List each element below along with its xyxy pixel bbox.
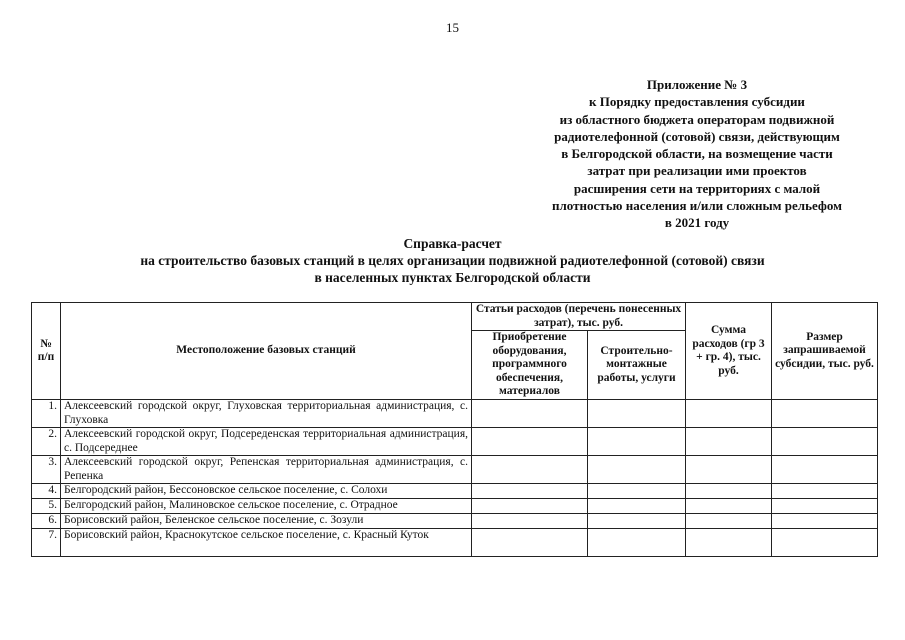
cell-subsidy (772, 456, 878, 484)
row-number: 6. (32, 514, 61, 529)
row-location: Алексеевский городской округ, Репенская территориальная администрация, с. Репенка (61, 456, 472, 484)
title-line-3: в населенных пунктах Белгородской области (314, 270, 591, 285)
cell-equipment (472, 529, 588, 557)
title-line-2: на строительство базовых станций в целях организации подвижной радиотелефонной (сотовой) связи (140, 253, 765, 268)
header-total: Сумма расходов (гр 3 + гр. 4), тыс. руб. (686, 303, 772, 400)
cell-subsidy (772, 400, 878, 428)
header-location: Местоположение базовых станций (61, 303, 472, 400)
cell-total (686, 499, 772, 514)
row-number: 7. (32, 529, 61, 557)
cell-construction (588, 499, 686, 514)
row-location: Белгородский район, Малиновское сельское поселение, с. Отрадное (61, 499, 472, 514)
cell-subsidy (772, 529, 878, 557)
calculation-table (31, 302, 878, 557)
appendix-line: в 2021 году (664, 215, 730, 231)
row-number: 3. (32, 456, 61, 484)
table-row (32, 484, 878, 499)
appendix-block (517, 76, 877, 232)
header-number: № п/п (32, 303, 61, 400)
document-title (0, 235, 905, 286)
cell-equipment (472, 428, 588, 456)
row-number: 4. (32, 484, 61, 499)
cell-construction (588, 529, 686, 557)
appendix-line: к Порядку предоставления субсидии (589, 94, 805, 110)
row-location: Борисовский район, Краснокутское сельское поселение, с. Красный Куток (61, 529, 472, 557)
cell-subsidy (772, 499, 878, 514)
cell-equipment (472, 456, 588, 484)
appendix-line: затрат при реализации ими проектов (587, 163, 807, 179)
cell-construction (588, 456, 686, 484)
appendix-line: радиотелефонной (сотовой) связи, действующим (554, 128, 840, 144)
table-row (32, 400, 878, 428)
appendix-line: плотностью населения и/или сложным рельефом (552, 198, 842, 214)
cell-equipment (472, 514, 588, 529)
cell-subsidy (772, 514, 878, 529)
cell-construction (588, 484, 686, 499)
header-construction: Строительно-монтажные работы, услуги (588, 331, 686, 400)
row-location: Белгородский район, Бессоновское сельское поселение, с. Солохи (61, 484, 472, 499)
table-row (32, 456, 878, 484)
cell-total (686, 456, 772, 484)
cell-construction (588, 514, 686, 529)
cell-total (686, 484, 772, 499)
cell-equipment (472, 400, 588, 428)
cell-subsidy (772, 484, 878, 499)
appendix-line: из областного бюджета операторам подвижной (559, 111, 835, 127)
appendix-line: расширения сети на территориях с малой (573, 180, 821, 196)
cell-construction (588, 400, 686, 428)
header-subsidy: Размер запрашиваемой субсидии, тыс. руб. (772, 303, 878, 400)
cell-construction (588, 428, 686, 456)
appendix-line: в Белгородской области, на возмещение части (561, 146, 833, 162)
cell-total (686, 514, 772, 529)
cell-equipment (472, 484, 588, 499)
cell-equipment (472, 499, 588, 514)
cell-total (686, 428, 772, 456)
header-expense-items: Статьи расходов (перечень понесенных затрат), тыс. руб. (472, 303, 686, 331)
cell-total (686, 529, 772, 557)
table-row (32, 514, 878, 529)
appendix-line: Приложение № 3 (646, 77, 748, 92)
row-location: Борисовский район, Беленское сельское поселение, с. Зозули (61, 514, 472, 529)
page-number: 15 (446, 20, 459, 35)
row-location: Алексеевский городской округ, Глуховская территориальная администрация, с. Глуховка (61, 400, 472, 428)
cell-subsidy (772, 428, 878, 456)
table-row (32, 499, 878, 514)
row-number: 1. (32, 400, 61, 428)
title-main: Справка-расчет (403, 236, 502, 251)
cell-total (686, 400, 772, 428)
header-equipment: Приобретение оборудования, программного обеспечения, материалов (472, 331, 588, 400)
row-location: Алексеевский городской округ, Подсереденская территориальная администрация, с. Подсереднее (61, 428, 472, 456)
table-row (32, 529, 878, 557)
table-row (32, 428, 878, 456)
row-number: 2. (32, 428, 61, 456)
row-number: 5. (32, 499, 61, 514)
